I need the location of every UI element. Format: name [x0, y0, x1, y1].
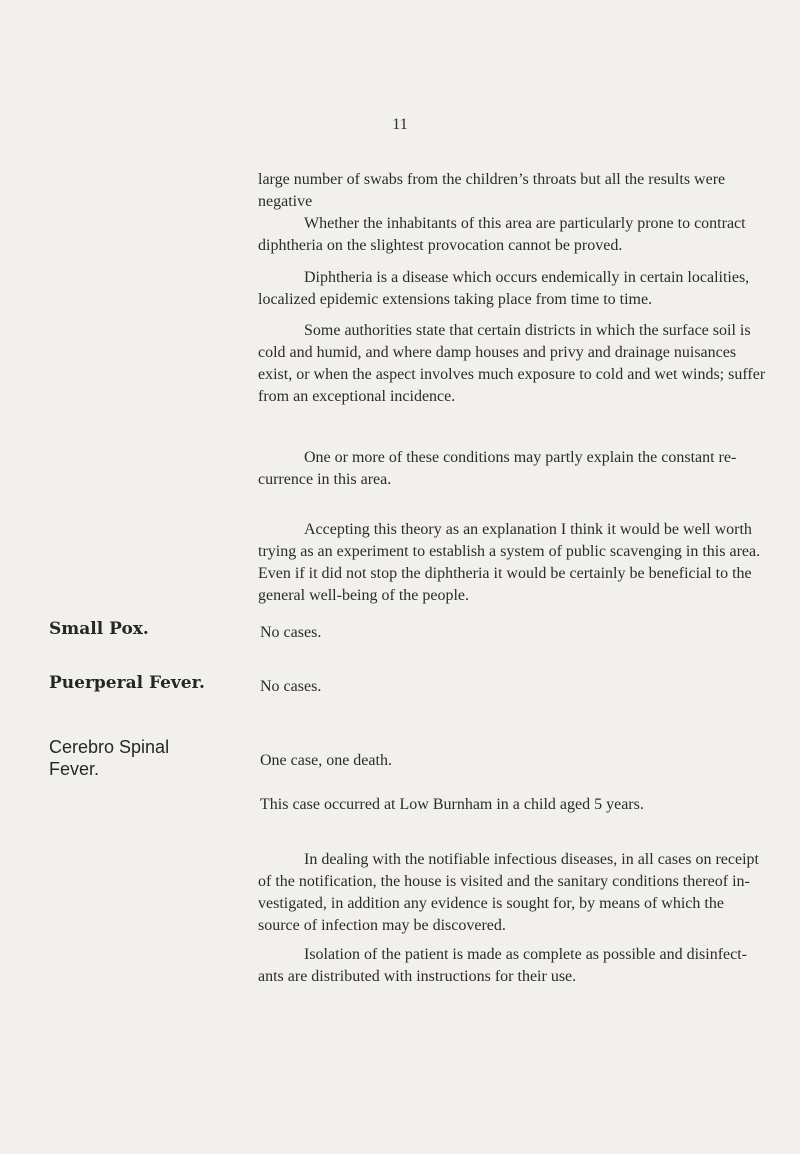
heading-cerebro-spinal-fever: [49, 736, 239, 780]
cerebro-spinal-text: One case, one death.: [260, 752, 392, 769]
small-pox-text: No cases.: [260, 624, 322, 641]
heading-cerebro-spinal-line1: Cerebro Spinal: [49, 737, 170, 757]
heading-small-pox: Small Pox.: [49, 619, 149, 639]
paragraph-theory: Accepting this theory as an explanation I think it would be well worth trying as an experiment to establish a system of public scavenging in this area. Even if it did not stop the diphtheria it would be certainly be beneficial to the general well-being of the people.: [258, 521, 761, 604]
paragraph-inhabitants: Whether the inhabitants of this area are particularly prone to contract diphtheria on the slightest provocation cannot be proved.: [258, 215, 746, 254]
puerperal-fever-text: No cases.: [260, 678, 322, 695]
cerebro-spinal-detail: This case occurred at Low Burnham in a child aged 5 years.: [260, 796, 644, 813]
paragraph-authorities: Some authorities state that certain districts in which the surface soil is cold and humid, and where damp houses and privy and drainage nuisances exist, or when the aspect involves much exposure to cold and wet winds; suffer from an exceptional incidence.: [258, 322, 766, 405]
heading-puerperal-fever: Puerperal Fever.: [49, 673, 205, 693]
paragraph-isolation: Isolation of the patient is made as complete as possible and disinfect-ants are distributed with instructions for their use.: [258, 946, 747, 985]
heading-cerebro-spinal-line2: Fever.: [49, 759, 100, 779]
paragraph-conditions: One or more of these conditions may partly explain the constant re-currence in this area.: [258, 449, 737, 488]
paragraph-notifiable: In dealing with the notifiable infectious diseases, in all cases on receipt of the notification, the house is visited and the sanitary conditions thereof in-vestigated, in addition any evidence is sought for, by means of which the source of infection may be discovered.: [258, 851, 759, 934]
page-number: 11: [392, 116, 408, 133]
paragraph-swabs: large number of swabs from the children’s throats but all the results were negative: [258, 171, 726, 210]
paragraph-endemic: Diphtheria is a disease which occurs endemically in certain localities, localized epidemic extensions taking place from time to time.: [258, 269, 750, 308]
